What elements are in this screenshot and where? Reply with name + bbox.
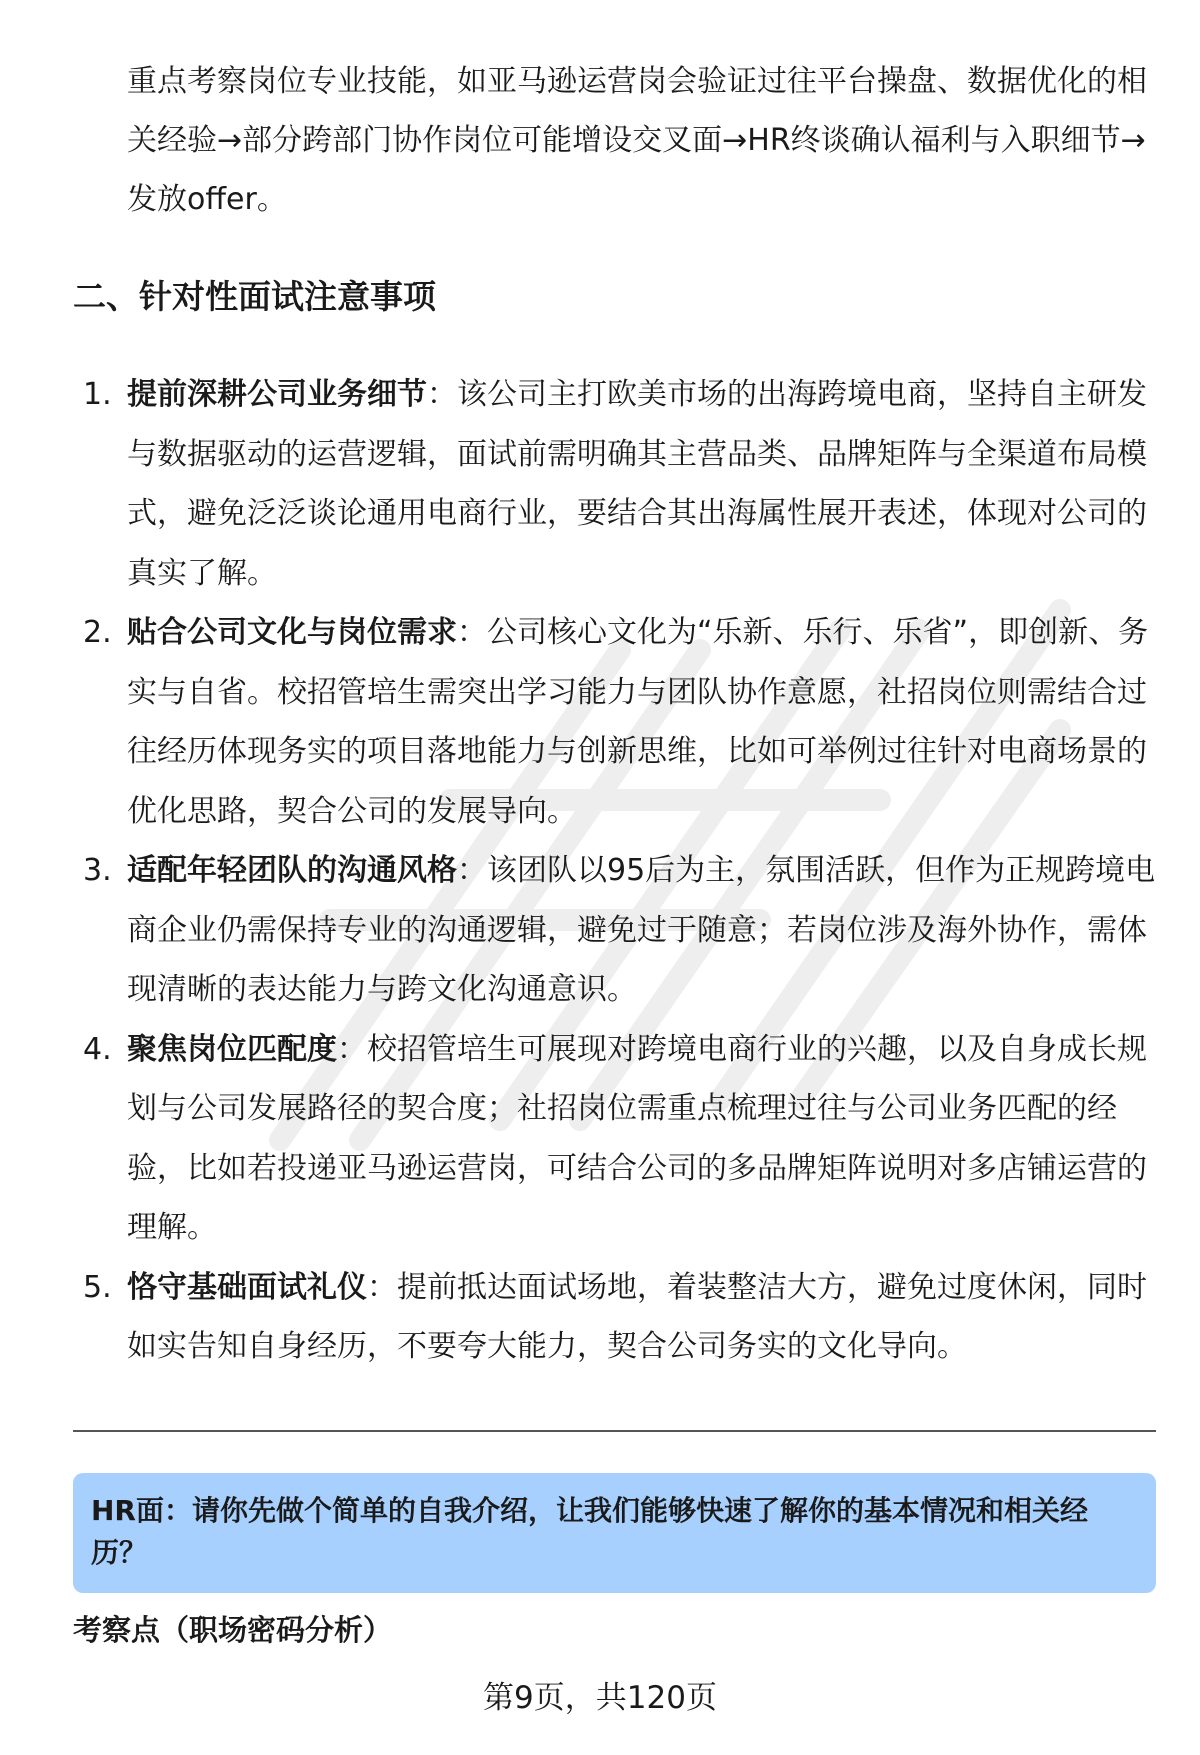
analysis-heading: 考察点（职场密码分析） bbox=[73, 1613, 393, 1647]
tip-body: ：提前抵达面试场地，着装整洁大方，避免过度休闲，同时如实告知自身经历，不要夸大能力，契合公司务实的文化导向。 bbox=[127, 1269, 1147, 1364]
tip-title: 聚焦岗位匹配度 bbox=[127, 1031, 337, 1067]
tip-title: 适配年轻团队的沟通风格 bbox=[127, 853, 457, 888]
question-text: HR面：请你先做个简单的自我介绍，让我们能够快速了解你的基本情况和相关经历？ bbox=[91, 1494, 1088, 1569]
section-heading: 二、针对性面试注意事项 bbox=[73, 277, 436, 316]
tip-item-5 bbox=[0, 1258, 1157, 1377]
tip-title: 提前深耕公司业务细节 bbox=[127, 377, 427, 412]
tip-item-4 bbox=[0, 1020, 1157, 1258]
page-number: 第9页，共120页 bbox=[483, 1680, 717, 1716]
tip-item-1 bbox=[0, 365, 1157, 603]
tip-number: 2. bbox=[83, 615, 112, 650]
interview-tips-list bbox=[0, 365, 1200, 1377]
tip-body: ：该公司主打欧美市场的出海跨境电商，坚持自主研发与数据驱动的运营逻辑，面试前需明确其主营品类、品牌矩阵与全渠道布局模式，避免泛泛谈论通用电商行业，要结合其出海属性展开表述，体现对公司的真实了解。 bbox=[127, 377, 1147, 591]
intro-paragraph: 重点考察岗位专业技能，如亚马逊运营岗会验证过往平台操盘、数据优化的相关经验→部分跨部门协作岗位可能增设交叉面→HR终谈确认福利与入职细节→发放offer。 bbox=[127, 64, 1147, 217]
tip-number: 1. bbox=[83, 377, 112, 412]
tip-number: 5. bbox=[83, 1269, 112, 1305]
question-box bbox=[73, 1473, 1156, 1593]
tip-body: ：公司核心文化为“乐新、乐行、乐省”，即创新、务实与自省。校招管培生需突出学习能力与团队协作意愿，社招岗位则需结合过往经历体现务实的项目落地能力与创新思维，比如可举例过往针对电商场景的优化思路，契合公司的发展导向。 bbox=[127, 615, 1149, 829]
tip-item-2 bbox=[0, 603, 1157, 841]
tip-title: 恪守基础面试礼仪 bbox=[127, 1269, 367, 1305]
tip-body: ：该团队以95后为主，氛围活跃，但作为正规跨境电商企业仍需保持专业的沟通逻辑，避免过于随意；若岗位涉及海外协作，需体现清晰的表达能力与跨文化沟通意识。 bbox=[127, 853, 1156, 1007]
tip-item-3 bbox=[0, 841, 1157, 1020]
tip-title: 贴合公司文化与岗位需求 bbox=[127, 615, 457, 650]
tip-number: 4. bbox=[83, 1031, 112, 1067]
tip-body: ：校招管培生可展现对跨境电商行业的兴趣，以及自身成长规划与公司发展路径的契合度；社招岗位需重点梳理过往与公司业务匹配的经验，比如若投递亚马逊运营岗，可结合公司的多品牌矩阵说明对多店铺运营的理解。 bbox=[127, 1031, 1147, 1245]
section-divider bbox=[73, 1430, 1156, 1432]
tip-number: 3. bbox=[83, 853, 112, 888]
